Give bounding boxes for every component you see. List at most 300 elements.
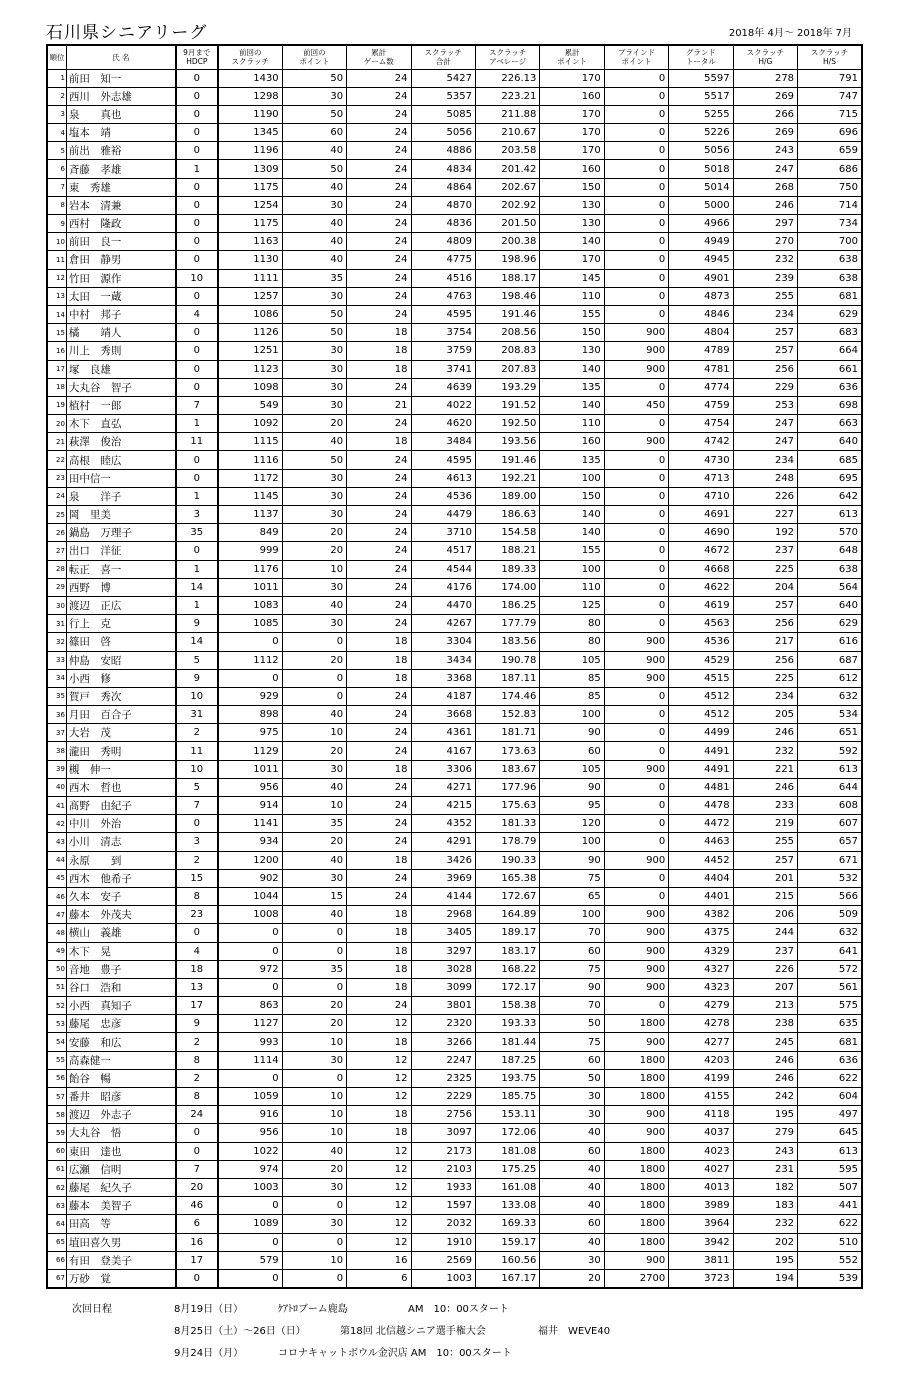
cell-hdcp: 0 bbox=[176, 124, 218, 142]
cell-blind-points: 0 bbox=[604, 142, 668, 160]
table-row bbox=[47, 451, 862, 469]
cell-high-series: 734 bbox=[798, 215, 862, 233]
cell-grand-total: 4774 bbox=[669, 378, 733, 396]
cell-rank: 17 bbox=[47, 360, 66, 378]
cell-scratch-average: 201.42 bbox=[475, 160, 539, 178]
cell-games: 24 bbox=[347, 233, 411, 251]
cell-games: 24 bbox=[347, 506, 411, 524]
cell-grand-total: 4901 bbox=[669, 269, 733, 287]
cell-prev-scratch: 929 bbox=[218, 687, 282, 705]
cell-prev-points: 50 bbox=[282, 451, 346, 469]
table-row bbox=[47, 1197, 862, 1215]
cell-hdcp: 8 bbox=[176, 1088, 218, 1106]
cell-prev-points: 30 bbox=[282, 342, 346, 360]
cell-hdcp: 0 bbox=[176, 1142, 218, 1160]
cell-total-points: 170 bbox=[540, 251, 604, 269]
column-header-prev-scratch: 前回の スクラッチ bbox=[218, 45, 282, 69]
cell-prev-scratch: 1059 bbox=[218, 1088, 282, 1106]
cell-prev-points: 0 bbox=[282, 942, 346, 960]
cell-hdcp: 1 bbox=[176, 415, 218, 433]
page-title: 石川県シニアリーグ bbox=[46, 23, 208, 43]
cell-blind-points: 900 bbox=[604, 906, 668, 924]
cell-prev-points: 50 bbox=[282, 324, 346, 342]
cell-high-game: 246 bbox=[733, 724, 797, 742]
cell-rank: 59 bbox=[47, 1124, 66, 1142]
cell-prev-points: 30 bbox=[282, 1051, 346, 1069]
cell-scratch-total: 3668 bbox=[411, 706, 475, 724]
cell-games: 24 bbox=[347, 542, 411, 560]
cell-blind-points: 900 bbox=[604, 978, 668, 996]
table-row bbox=[47, 1178, 862, 1196]
cell-blind-points: 0 bbox=[604, 542, 668, 560]
cell-high-series: 638 bbox=[798, 251, 862, 269]
cell-blind-points: 0 bbox=[604, 305, 668, 323]
cell-high-game: 243 bbox=[733, 1142, 797, 1160]
cell-blind-points: 0 bbox=[604, 233, 668, 251]
schedule-date: 9月24日（月） bbox=[174, 1348, 244, 1359]
cell-name: 鍋島 万理子 bbox=[66, 524, 175, 542]
cell-scratch-total: 2756 bbox=[411, 1106, 475, 1124]
cell-scratch-total: 3754 bbox=[411, 324, 475, 342]
cell-scratch-average: 186.25 bbox=[475, 596, 539, 614]
cell-scratch-total: 2247 bbox=[411, 1051, 475, 1069]
cell-prev-points: 30 bbox=[282, 1178, 346, 1196]
cell-high-series: 532 bbox=[798, 869, 862, 887]
cell-grand-total: 4966 bbox=[669, 215, 733, 233]
cell-blind-points: 0 bbox=[604, 687, 668, 705]
cell-grand-total: 4873 bbox=[669, 287, 733, 305]
cell-prev-points: 10 bbox=[282, 724, 346, 742]
cell-total-points: 170 bbox=[540, 124, 604, 142]
cell-blind-points: 0 bbox=[604, 69, 668, 87]
cell-blind-points: 0 bbox=[604, 287, 668, 305]
cell-high-game: 232 bbox=[733, 1215, 797, 1233]
cell-high-game: 246 bbox=[733, 1069, 797, 1087]
cell-high-game: 237 bbox=[733, 942, 797, 960]
cell-high-series: 539 bbox=[798, 1269, 862, 1287]
cell-blind-points: 0 bbox=[604, 560, 668, 578]
cell-hdcp: 13 bbox=[176, 978, 218, 996]
cell-rank: 58 bbox=[47, 1106, 66, 1124]
column-header-prev-points: 前回の ポイント bbox=[282, 45, 346, 69]
cell-scratch-total: 4595 bbox=[411, 451, 475, 469]
cell-games: 24 bbox=[347, 142, 411, 160]
cell-blind-points: 900 bbox=[604, 669, 668, 687]
cell-hdcp: 0 bbox=[176, 233, 218, 251]
cell-scratch-total: 4536 bbox=[411, 487, 475, 505]
table-row bbox=[47, 378, 862, 396]
cell-rank: 53 bbox=[47, 1015, 66, 1033]
cell-high-game: 225 bbox=[733, 669, 797, 687]
cell-grand-total: 4691 bbox=[669, 506, 733, 524]
cell-name: 番井 昭彦 bbox=[66, 1088, 175, 1106]
cell-scratch-total: 5056 bbox=[411, 124, 475, 142]
cell-total-points: 170 bbox=[540, 69, 604, 87]
cell-blind-points: 2700 bbox=[604, 1269, 668, 1287]
cell-name: 安藤 和広 bbox=[66, 1033, 175, 1051]
cell-total-points: 50 bbox=[540, 1069, 604, 1087]
cell-rank: 1 bbox=[47, 69, 66, 87]
cell-blind-points: 900 bbox=[604, 433, 668, 451]
cell-grand-total: 4672 bbox=[669, 542, 733, 560]
cell-scratch-average: 175.25 bbox=[475, 1160, 539, 1178]
cell-name: 田中信一 bbox=[66, 469, 175, 487]
cell-name: 渡辺 外志子 bbox=[66, 1106, 175, 1124]
cell-high-series: 642 bbox=[798, 487, 862, 505]
cell-blind-points: 1800 bbox=[604, 1142, 668, 1160]
cell-high-series: 509 bbox=[798, 906, 862, 924]
cell-grand-total: 5000 bbox=[669, 196, 733, 214]
cell-name: 西木 他希子 bbox=[66, 869, 175, 887]
table-row bbox=[47, 251, 862, 269]
cell-scratch-total: 3266 bbox=[411, 1033, 475, 1051]
cell-prev-points: 50 bbox=[282, 105, 346, 123]
table-row bbox=[47, 778, 862, 796]
cell-prev-scratch: 1089 bbox=[218, 1215, 282, 1233]
cell-grand-total: 5014 bbox=[669, 178, 733, 196]
cell-games: 24 bbox=[347, 815, 411, 833]
cell-prev-points: 30 bbox=[282, 196, 346, 214]
cell-total-points: 90 bbox=[540, 778, 604, 796]
cell-grand-total: 4329 bbox=[669, 942, 733, 960]
cell-scratch-total: 4613 bbox=[411, 469, 475, 487]
table-row bbox=[47, 833, 862, 851]
cell-scratch-average: 174.46 bbox=[475, 687, 539, 705]
cell-blind-points: 0 bbox=[604, 615, 668, 633]
cell-high-series: 564 bbox=[798, 578, 862, 596]
cell-scratch-total: 4267 bbox=[411, 615, 475, 633]
cell-total-points: 75 bbox=[540, 869, 604, 887]
cell-high-series: 534 bbox=[798, 706, 862, 724]
cell-high-game: 207 bbox=[733, 978, 797, 996]
cell-total-points: 120 bbox=[540, 815, 604, 833]
cell-prev-scratch: 1176 bbox=[218, 560, 282, 578]
cell-rank: 37 bbox=[47, 724, 66, 742]
cell-prev-scratch: 549 bbox=[218, 396, 282, 414]
cell-prev-scratch: 1092 bbox=[218, 415, 282, 433]
cell-hdcp: 31 bbox=[176, 706, 218, 724]
cell-high-series: 651 bbox=[798, 724, 862, 742]
cell-rank: 60 bbox=[47, 1142, 66, 1160]
cell-grand-total: 4118 bbox=[669, 1106, 733, 1124]
cell-high-game: 248 bbox=[733, 469, 797, 487]
cell-total-points: 90 bbox=[540, 724, 604, 742]
cell-prev-points: 10 bbox=[282, 1106, 346, 1124]
cell-high-series: 638 bbox=[798, 560, 862, 578]
cell-scratch-total: 5427 bbox=[411, 69, 475, 87]
cell-scratch-average: 183.67 bbox=[475, 760, 539, 778]
cell-high-game: 232 bbox=[733, 742, 797, 760]
table-row bbox=[47, 506, 862, 524]
cell-scratch-average: 188.17 bbox=[475, 269, 539, 287]
cell-scratch-total: 4516 bbox=[411, 269, 475, 287]
cell-total-points: 155 bbox=[540, 305, 604, 323]
cell-blind-points: 0 bbox=[604, 269, 668, 287]
table-row bbox=[47, 1069, 862, 1087]
table-row bbox=[47, 687, 862, 705]
cell-scratch-average: 172.67 bbox=[475, 887, 539, 905]
cell-games: 12 bbox=[347, 1142, 411, 1160]
cell-prev-scratch: 1309 bbox=[218, 160, 282, 178]
cell-scratch-total: 3801 bbox=[411, 997, 475, 1015]
table-row bbox=[47, 887, 862, 905]
cell-games: 18 bbox=[347, 960, 411, 978]
cell-total-points: 110 bbox=[540, 415, 604, 433]
cell-rank: 28 bbox=[47, 560, 66, 578]
cell-scratch-total: 3434 bbox=[411, 651, 475, 669]
cell-prev-scratch: 0 bbox=[218, 633, 282, 651]
cell-prev-scratch: 0 bbox=[218, 1269, 282, 1287]
cell-scratch-total: 1933 bbox=[411, 1178, 475, 1196]
table-row bbox=[47, 578, 862, 596]
cell-name: 竹田 源作 bbox=[66, 269, 175, 287]
cell-hdcp: 0 bbox=[176, 360, 218, 378]
table-row bbox=[47, 269, 862, 287]
table-row bbox=[47, 978, 862, 996]
cell-prev-scratch: 1011 bbox=[218, 760, 282, 778]
cell-blind-points: 0 bbox=[604, 178, 668, 196]
cell-rank: 22 bbox=[47, 451, 66, 469]
cell-high-series: 671 bbox=[798, 851, 862, 869]
column-header-high-game: スクラッチ H/G bbox=[733, 45, 797, 69]
cell-name: 泉 洋子 bbox=[66, 487, 175, 505]
cell-high-game: 256 bbox=[733, 615, 797, 633]
cell-total-points: 70 bbox=[540, 997, 604, 1015]
cell-games: 18 bbox=[347, 1124, 411, 1142]
cell-scratch-average: 181.33 bbox=[475, 815, 539, 833]
cell-games: 18 bbox=[347, 669, 411, 687]
cell-games: 21 bbox=[347, 396, 411, 414]
cell-name: 中村 邦子 bbox=[66, 305, 175, 323]
cell-hdcp: 9 bbox=[176, 669, 218, 687]
cell-scratch-average: 133.08 bbox=[475, 1197, 539, 1215]
cell-high-series: 644 bbox=[798, 778, 862, 796]
cell-hdcp: 2 bbox=[176, 1033, 218, 1051]
table-row bbox=[47, 142, 862, 160]
cell-hdcp: 5 bbox=[176, 778, 218, 796]
cell-high-series: 791 bbox=[798, 69, 862, 87]
cell-games: 24 bbox=[347, 415, 411, 433]
cell-games: 24 bbox=[347, 706, 411, 724]
cell-blind-points: 0 bbox=[604, 742, 668, 760]
cell-prev-scratch: 1175 bbox=[218, 215, 282, 233]
cell-name: 音地 豊子 bbox=[66, 960, 175, 978]
cell-prev-points: 20 bbox=[282, 415, 346, 433]
cell-prev-points: 30 bbox=[282, 396, 346, 414]
cell-games: 16 bbox=[347, 1251, 411, 1269]
cell-games: 18 bbox=[347, 1106, 411, 1124]
cell-blind-points: 900 bbox=[604, 960, 668, 978]
cell-hdcp: 11 bbox=[176, 742, 218, 760]
cell-high-series: 570 bbox=[798, 524, 862, 542]
cell-high-series: 640 bbox=[798, 596, 862, 614]
cell-name: 東田 達也 bbox=[66, 1142, 175, 1160]
cell-hdcp: 0 bbox=[176, 342, 218, 360]
column-header-high-series: スクラッチ H/S bbox=[798, 45, 862, 69]
cell-total-points: 160 bbox=[540, 433, 604, 451]
cell-scratch-average: 207.83 bbox=[475, 360, 539, 378]
cell-prev-scratch: 975 bbox=[218, 724, 282, 742]
cell-scratch-average: 202.92 bbox=[475, 196, 539, 214]
cell-scratch-total: 4864 bbox=[411, 178, 475, 196]
cell-rank: 66 bbox=[47, 1251, 66, 1269]
cell-scratch-average: 152.83 bbox=[475, 706, 539, 724]
cell-games: 24 bbox=[347, 69, 411, 87]
header-row bbox=[47, 45, 862, 69]
cell-high-game: 231 bbox=[733, 1160, 797, 1178]
table-row bbox=[47, 233, 862, 251]
cell-hdcp: 9 bbox=[176, 615, 218, 633]
cell-high-series: 608 bbox=[798, 797, 862, 815]
cell-grand-total: 5018 bbox=[669, 160, 733, 178]
cell-prev-points: 50 bbox=[282, 69, 346, 87]
cell-rank: 67 bbox=[47, 1269, 66, 1287]
cell-hdcp: 2 bbox=[176, 851, 218, 869]
cell-high-series: 622 bbox=[798, 1215, 862, 1233]
cell-hdcp: 0 bbox=[176, 105, 218, 123]
cell-prev-points: 30 bbox=[282, 578, 346, 596]
cell-games: 12 bbox=[347, 1160, 411, 1178]
cell-total-points: 170 bbox=[540, 142, 604, 160]
cell-grand-total: 4515 bbox=[669, 669, 733, 687]
cell-scratch-total: 4517 bbox=[411, 542, 475, 560]
cell-total-points: 100 bbox=[540, 706, 604, 724]
cell-games: 24 bbox=[347, 269, 411, 287]
column-header-total-points: 累計 ポイント bbox=[540, 45, 604, 69]
cell-high-series: 552 bbox=[798, 1251, 862, 1269]
cell-total-points: 100 bbox=[540, 469, 604, 487]
cell-scratch-total: 4620 bbox=[411, 415, 475, 433]
cell-hdcp: 2 bbox=[176, 724, 218, 742]
cell-blind-points: 0 bbox=[604, 578, 668, 596]
cell-high-series: 659 bbox=[798, 142, 862, 160]
cell-games: 24 bbox=[347, 215, 411, 233]
cell-rank: 16 bbox=[47, 342, 66, 360]
cell-rank: 56 bbox=[47, 1069, 66, 1087]
cell-grand-total: 3964 bbox=[669, 1215, 733, 1233]
cell-grand-total: 3942 bbox=[669, 1233, 733, 1251]
cell-blind-points: 0 bbox=[604, 815, 668, 833]
cell-prev-points: 30 bbox=[282, 87, 346, 105]
cell-name: 谷口 浩和 bbox=[66, 978, 175, 996]
cell-prev-scratch: 1008 bbox=[218, 906, 282, 924]
cell-prev-scratch: 1115 bbox=[218, 433, 282, 451]
cell-high-series: 661 bbox=[798, 360, 862, 378]
cell-prev-scratch: 1003 bbox=[218, 1178, 282, 1196]
cell-scratch-total: 5085 bbox=[411, 105, 475, 123]
cell-hdcp: 1 bbox=[176, 560, 218, 578]
cell-high-game: 257 bbox=[733, 324, 797, 342]
cell-prev-scratch: 0 bbox=[218, 669, 282, 687]
cell-hdcp: 11 bbox=[176, 433, 218, 451]
cell-high-series: 629 bbox=[798, 305, 862, 323]
cell-scratch-average: 192.21 bbox=[475, 469, 539, 487]
cell-scratch-total: 2173 bbox=[411, 1142, 475, 1160]
schedule-venue: コロナキャットボウル金沢店 AM 10：00スタート bbox=[278, 1348, 512, 1359]
cell-scratch-total: 4834 bbox=[411, 160, 475, 178]
cell-total-points: 40 bbox=[540, 1233, 604, 1251]
cell-name: 小西 修 bbox=[66, 669, 175, 687]
cell-blind-points: 0 bbox=[604, 105, 668, 123]
cell-name: 有田 登美子 bbox=[66, 1251, 175, 1269]
cell-games: 24 bbox=[347, 797, 411, 815]
cell-prev-points: 50 bbox=[282, 305, 346, 323]
cell-name: 小川 清志 bbox=[66, 833, 175, 851]
cell-games: 24 bbox=[347, 469, 411, 487]
cell-grand-total: 5056 bbox=[669, 142, 733, 160]
cell-scratch-total: 4176 bbox=[411, 578, 475, 596]
cell-prev-scratch: 999 bbox=[218, 542, 282, 560]
cell-high-game: 266 bbox=[733, 105, 797, 123]
cell-scratch-total: 4271 bbox=[411, 778, 475, 796]
cell-grand-total: 4499 bbox=[669, 724, 733, 742]
cell-prev-points: 30 bbox=[282, 469, 346, 487]
cell-prev-points: 50 bbox=[282, 160, 346, 178]
table-row bbox=[47, 305, 862, 323]
cell-games: 18 bbox=[347, 360, 411, 378]
cell-grand-total: 4529 bbox=[669, 651, 733, 669]
cell-hdcp: 0 bbox=[176, 178, 218, 196]
cell-total-points: 85 bbox=[540, 687, 604, 705]
cell-prev-points: 10 bbox=[282, 1251, 346, 1269]
cell-high-game: 268 bbox=[733, 178, 797, 196]
cell-blind-points: 0 bbox=[604, 87, 668, 105]
column-header-blind-points: ブラインド ポイント bbox=[604, 45, 668, 69]
cell-scratch-average: 211.88 bbox=[475, 105, 539, 123]
cell-hdcp: 7 bbox=[176, 1160, 218, 1178]
cell-prev-points: 40 bbox=[282, 596, 346, 614]
cell-prev-points: 0 bbox=[282, 1197, 346, 1215]
cell-scratch-total: 5357 bbox=[411, 87, 475, 105]
cell-blind-points: 0 bbox=[604, 997, 668, 1015]
cell-prev-points: 30 bbox=[282, 360, 346, 378]
cell-hdcp: 0 bbox=[176, 196, 218, 214]
cell-total-points: 30 bbox=[540, 1088, 604, 1106]
column-header-scratch-average: スクラッチ アベレージ bbox=[475, 45, 539, 69]
cell-games: 18 bbox=[347, 942, 411, 960]
cell-games: 12 bbox=[347, 1178, 411, 1196]
cell-total-points: 60 bbox=[540, 1215, 604, 1233]
cell-rank: 26 bbox=[47, 524, 66, 542]
cell-total-points: 70 bbox=[540, 924, 604, 942]
cell-high-game: 256 bbox=[733, 651, 797, 669]
cell-scratch-average: 190.33 bbox=[475, 851, 539, 869]
cell-rank: 33 bbox=[47, 651, 66, 669]
cell-high-series: 636 bbox=[798, 1051, 862, 1069]
cell-games: 18 bbox=[347, 906, 411, 924]
cell-grand-total: 4279 bbox=[669, 997, 733, 1015]
cell-high-game: 226 bbox=[733, 960, 797, 978]
cell-scratch-average: 189.33 bbox=[475, 560, 539, 578]
cell-name: 飴谷 暢 bbox=[66, 1069, 175, 1087]
cell-high-series: 497 bbox=[798, 1106, 862, 1124]
cell-high-series: 685 bbox=[798, 451, 862, 469]
cell-scratch-average: 153.11 bbox=[475, 1106, 539, 1124]
cell-grand-total: 4478 bbox=[669, 797, 733, 815]
cell-scratch-average: 187.11 bbox=[475, 669, 539, 687]
cell-blind-points: 1800 bbox=[604, 1015, 668, 1033]
cell-name: 小西 真知子 bbox=[66, 997, 175, 1015]
cell-blind-points: 450 bbox=[604, 396, 668, 414]
cell-scratch-total: 3710 bbox=[411, 524, 475, 542]
cell-total-points: 145 bbox=[540, 269, 604, 287]
cell-rank: 15 bbox=[47, 324, 66, 342]
cell-prev-points: 35 bbox=[282, 269, 346, 287]
cell-blind-points: 0 bbox=[604, 724, 668, 742]
cell-rank: 34 bbox=[47, 669, 66, 687]
cell-blind-points: 0 bbox=[604, 778, 668, 796]
cell-prev-points: 30 bbox=[282, 378, 346, 396]
